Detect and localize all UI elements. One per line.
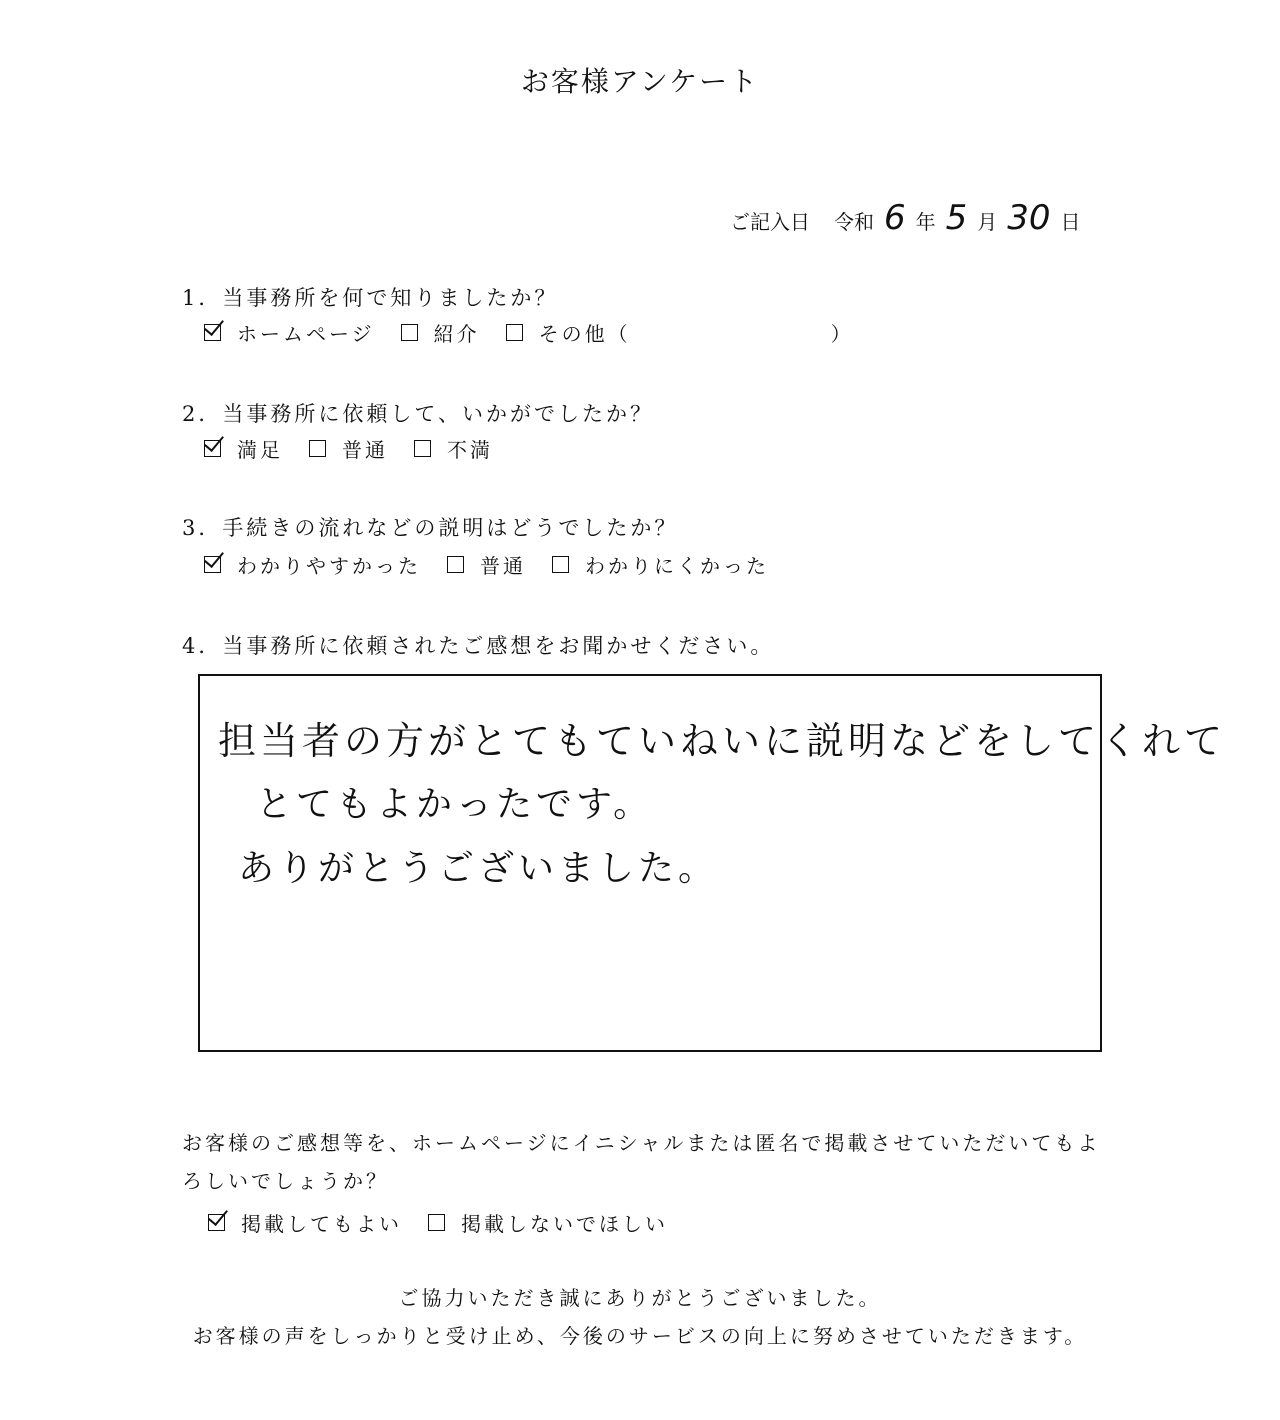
q2-option-normal[interactable] (309, 434, 388, 463)
consent-option-deny[interactable] (428, 1208, 668, 1237)
checkbox[interactable] (414, 440, 431, 457)
answer-line-3: ありがとうございました。 (238, 848, 719, 889)
checkbox-checked[interactable] (208, 1214, 225, 1231)
date-month-value[interactable]: 5 (945, 198, 968, 238)
other-close-paren: ） (830, 322, 854, 346)
q3-option-unclear[interactable] (552, 550, 769, 579)
question-2: 2．当事務所に依頼して、いかがでしたか？ (182, 402, 654, 426)
option-label: 不満 (447, 438, 493, 462)
date-era: 令和 (834, 210, 874, 234)
question-1: 1．当事務所を何で知りましたか？ (182, 286, 559, 310)
question-2-options (204, 434, 519, 463)
checkbox-checked[interactable] (204, 556, 221, 573)
q1-option-homepage[interactable] (204, 318, 375, 347)
checkbox-checked[interactable] (204, 324, 221, 341)
date-year-unit: 年 (915, 210, 936, 234)
checkbox[interactable] (428, 1214, 445, 1231)
checkbox[interactable] (552, 556, 569, 573)
q2-option-satisfied[interactable] (204, 434, 283, 463)
q3-option-normal[interactable] (447, 550, 526, 579)
checkbox[interactable] (309, 440, 326, 457)
question-3: 3．手続きの流れなどの説明はどうでしたか？ (182, 516, 679, 540)
option-label: 満足 (237, 438, 283, 462)
footer-thanks: ご協力いただき誠にありがとうございました。 (398, 1286, 882, 1310)
consent-options (208, 1208, 694, 1237)
question-3-options (204, 550, 795, 579)
answer-line-2: とてもよかったです。 (256, 784, 654, 825)
date-day-unit: 日 (1060, 210, 1081, 234)
q1-option-other[interactable] (506, 318, 854, 347)
q1-option-referral[interactable] (401, 318, 480, 347)
question-4: 4．当事務所に依頼されたご感想をお聞かせください。 (182, 634, 775, 658)
consent-text-line-2: ろしいでしょうか？ (182, 1169, 389, 1193)
option-label: 紹介 (433, 322, 480, 346)
question-1-options (204, 318, 880, 347)
checkbox-checked[interactable] (204, 440, 221, 457)
q3-option-clear[interactable] (204, 550, 421, 579)
consent-text-line-1: お客様のご感想等を、ホームページにイニシャルまたは匿名で掲載させていただいてもよ (182, 1131, 1101, 1155)
date-prefix: ご記入日 (730, 210, 810, 234)
option-label: 掲載してもよい (241, 1212, 402, 1236)
date-month-unit: 月 (977, 210, 998, 234)
checkbox[interactable] (401, 324, 418, 341)
footer-message: お客様の声をしっかりと受け止め、今後のサービスの向上に努めさせていただきます。 (192, 1324, 1088, 1348)
consent-option-allow[interactable] (208, 1208, 402, 1237)
option-label: ホームページ (237, 322, 375, 346)
option-label: その他（ (538, 322, 631, 346)
date-year-value[interactable]: 6 (884, 198, 906, 238)
page-title: お客様アンケート (520, 65, 760, 98)
option-label: わかりやすかった (237, 554, 421, 578)
checkbox[interactable] (506, 324, 523, 341)
date-day-value[interactable]: 30 (1007, 198, 1051, 238)
q2-option-dissatisfied[interactable] (414, 434, 493, 463)
comment-box[interactable] (198, 674, 1227, 1052)
option-label: 普通 (342, 438, 388, 462)
answer-line-1: 担当者の方がとてもていねいに説明などをしてくれて (218, 719, 1227, 763)
option-label: 掲載しないでほしい (461, 1212, 668, 1236)
option-label: 普通 (480, 554, 526, 578)
option-label: わかりにくかった (585, 554, 769, 578)
date-entry (730, 198, 1081, 238)
checkbox[interactable] (447, 556, 464, 573)
